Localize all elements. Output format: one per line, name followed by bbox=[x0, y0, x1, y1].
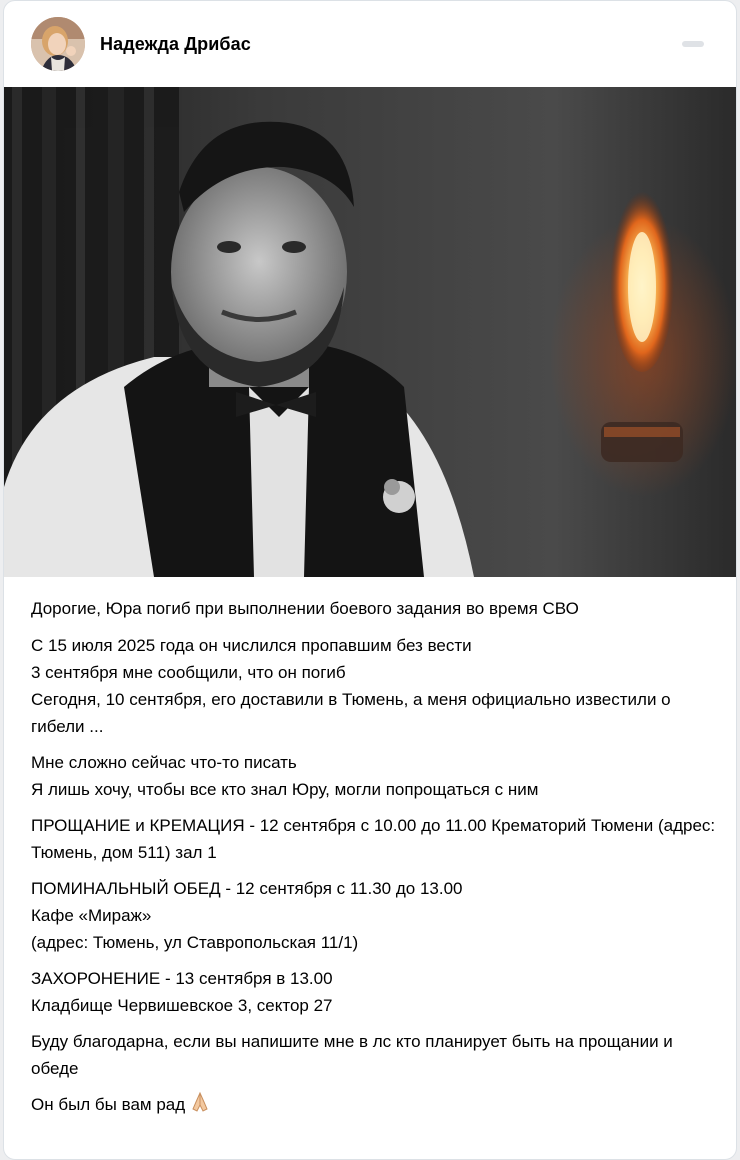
post-paragraph: ПРОЩАНИЕ и КРЕМАЦИЯ - 12 сентября с 10.00 до 11.00 Крематорий Тюмени (адрес: Тюмень, дом 511) зал 1 bbox=[31, 816, 716, 862]
post-photo[interactable] bbox=[4, 87, 737, 577]
closing-text: Он был бы вам рад bbox=[31, 1095, 186, 1114]
author-name[interactable]: Надежда Дрибас bbox=[100, 34, 251, 54]
post-paragraph: Дорогие, Юра погиб при выполнении боевого задания во время СВО bbox=[31, 599, 579, 618]
post-paragraph-closing bbox=[31, 1091, 716, 1121]
post-text bbox=[31, 595, 716, 1130]
post-paragraph: Мне сложно сейчас что-то писать Я лишь хочу, чтобы все кто знал Юру, могли попрощаться с ним bbox=[31, 753, 539, 799]
author-avatar[interactable] bbox=[31, 17, 85, 71]
post-header bbox=[4, 1, 736, 87]
post-paragraph: ЗАХОРОНЕНИЕ - 13 сентября в 13.00 Кладбище Червишевское 3, сектор 27 bbox=[31, 969, 333, 1015]
post-paragraph: ПОМИНАЛЬНЫЙ ОБЕД - 12 сентября с 11.30 до 13.00 Кафе «Мираж» (адрес: Тюмень, ул Ставропольская 11/1) bbox=[31, 879, 463, 952]
avatar-image bbox=[31, 17, 85, 71]
post-card bbox=[3, 0, 737, 1160]
post-paragraph: Буду благодарна, если вы напишите мне в лс кто планирует быть на прощании и обеде bbox=[31, 1032, 673, 1078]
post-paragraph: С 15 июля 2025 года он числился пропавшим без вести 3 сентября мне сообщили, что он погиб Сегодня, 10 сентября, его доставили в Тюмень, а меня официально известили о гибели ... bbox=[31, 636, 671, 736]
praying-hands-icon bbox=[189, 1091, 211, 1121]
more-dots-icon[interactable] bbox=[680, 37, 706, 51]
